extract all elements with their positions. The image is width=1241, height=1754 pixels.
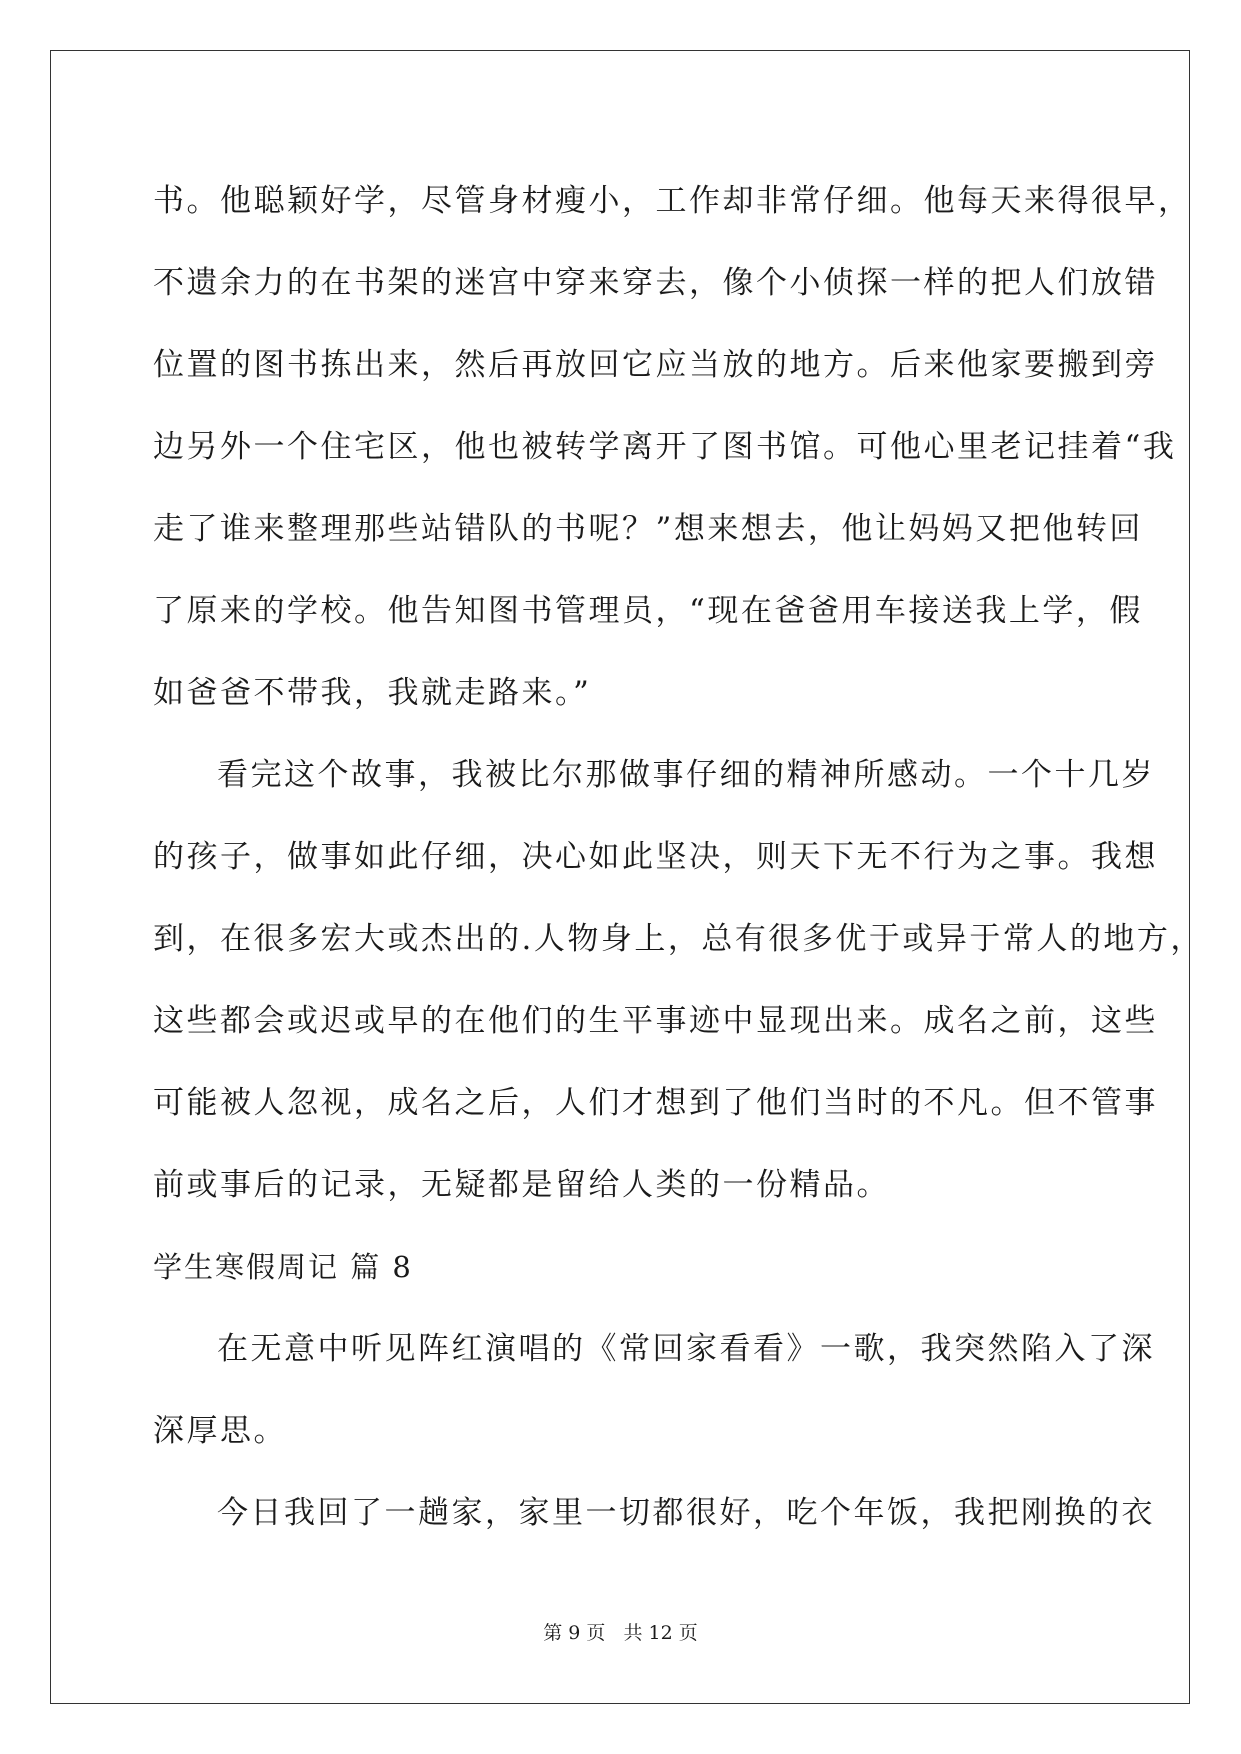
- text-line: 这些都会或迟或早的在他们的生平事迹中显现出来。成名之前，这些: [153, 1003, 1158, 1039]
- text-line: 不遗余力的在书架的迷宫中穿来穿去，像个小侦探一样的把人们放错: [153, 265, 1158, 301]
- text-line: 边另外一个住宅区，他也被转学离开了图书馆。可他心里老记挂着“我: [153, 429, 1177, 465]
- text-line: 深厚思。: [153, 1413, 287, 1449]
- text-line: 在无意中听见阵红演唱的《常回家看看》一歌，我突然陷入了深: [217, 1331, 1155, 1367]
- text-line: 到，在很多宏大或杰出的.人物身上，总有很多优于或异于常人的地方，: [153, 921, 1204, 957]
- document-body: [153, 160, 1204, 1554]
- page-total: 共 12 页: [623, 1622, 698, 1644]
- text-line: 今日我回了一趟家，家里一切都很好，吃个年饭，我把刚换的衣: [217, 1495, 1155, 1531]
- text-line: 书。他聪颖好学，尽管身材瘦小，工作却非常仔细。他每天来得很早，: [153, 183, 1192, 219]
- page-number: 第 9 页: [543, 1622, 606, 1644]
- text-line: 的孩子，做事如此仔细，决心如此坚决，则天下无不行为之事。我想: [153, 839, 1158, 875]
- text-line: 位置的图书拣出来，然后再放回它应当放的地方。后来他家要搬到旁: [153, 347, 1158, 383]
- text-line: 前或事后的记录，无疑都是留给人类的一份精品。: [153, 1167, 890, 1203]
- section-heading: 学生寒假周记 篇 8: [153, 1250, 413, 1284]
- text-line: 如爸爸不带我，我就走路来。”: [153, 675, 592, 711]
- text-line: 了原来的学校。他告知图书管理员，“现在爸爸用车接送我上学，假: [153, 593, 1143, 629]
- page-footer: [0, 1618, 1241, 1645]
- text-line: 走了谁来整理那些站错队的书呢？”想来想去，他让妈妈又把他转回: [153, 511, 1143, 547]
- text-line: 可能被人忽视，成名之后，人们才想到了他们当时的不凡。但不管事: [153, 1085, 1158, 1121]
- text-line: 看完这个故事，我被比尔那做事仔细的精神所感动。一个十几岁: [217, 757, 1155, 793]
